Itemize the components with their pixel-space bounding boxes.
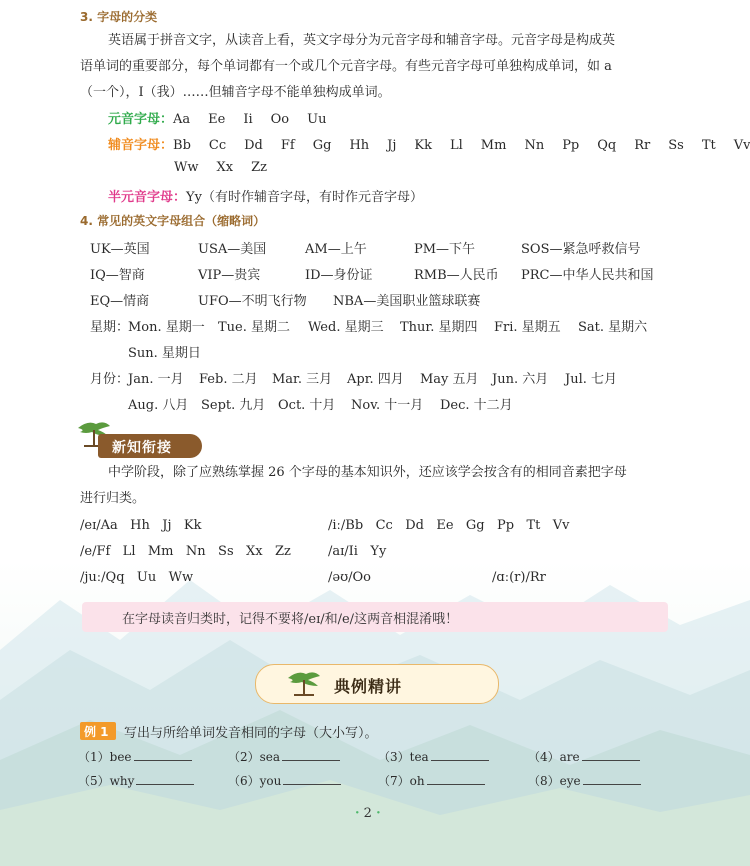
section-3-para-line-3: （一个），I（我）……但辅音字母不能单独构成单词。 [80, 85, 391, 100]
exercise-prompt: （3）tea [378, 750, 429, 764]
phoneme-group: /əʊ/Oo [328, 570, 371, 585]
letter: Qq [597, 138, 617, 153]
vowel-letters [173, 112, 344, 127]
month-item: Oct. 十月 [278, 398, 336, 413]
answer-blank[interactable] [134, 748, 192, 761]
abbr-item: IQ—智商 [90, 268, 145, 283]
phoneme-group: /aɪ/Ii Yy [328, 544, 387, 559]
answer-blank[interactable] [136, 772, 194, 785]
dot-icon: · [355, 806, 360, 821]
month-item: Feb. 二月 [199, 372, 258, 387]
weekday-item: Sat. 星期六 [578, 320, 648, 335]
exercise-prompt: （2）sea [228, 750, 281, 764]
letter: Aa [173, 112, 191, 127]
letter: Kk [414, 138, 432, 153]
month-item: Jan. 一月 [128, 372, 184, 387]
section-3-title: 3. 字母的分类 [80, 10, 158, 24]
month-item: Dec. 十二月 [440, 398, 513, 413]
semivowel-label: 半元音字母： [108, 190, 187, 205]
letter: Pp [562, 138, 580, 153]
page-number-value: 2 [363, 806, 372, 821]
new-knowledge-para-line-2: 进行归类。 [80, 491, 146, 506]
letter: Jj [387, 138, 397, 153]
exercise-item [378, 772, 485, 789]
letter: Oo [270, 112, 290, 127]
exercise-item [228, 748, 340, 765]
weekday-item: Sun. 星期日 [128, 346, 201, 361]
exercise-prompt: （5）why [78, 774, 135, 788]
month-item: Mar. 三月 [272, 372, 333, 387]
weekday-item: Mon. 星期一 [128, 320, 205, 335]
letter: Nn [524, 138, 545, 153]
answer-blank[interactable] [582, 748, 640, 761]
abbr-item: ID—身份证 [305, 268, 373, 283]
answer-blank[interactable] [282, 748, 340, 761]
answer-blank[interactable] [583, 772, 641, 785]
example-banner-title: 典例精讲 [334, 677, 403, 696]
abbr-item: SOS—紧急呼救信号 [521, 242, 641, 257]
abbr-item: VIP—贵宾 [198, 268, 261, 283]
weekday-item: Tue. 星期二 [218, 320, 291, 335]
weekday-item: Thur. 星期四 [400, 320, 478, 335]
exercise-item [378, 748, 489, 765]
exercise-prompt: （4）are [528, 750, 580, 764]
answer-blank[interactable] [283, 772, 341, 785]
phoneme-group: /iː/Bb Cc Dd Ee Gg Pp Tt Vv [328, 518, 570, 533]
phoneme-group: /ɑː(r)/Rr [492, 570, 546, 585]
consonant-letters [173, 138, 750, 153]
letter: Cc [208, 138, 227, 153]
letter: Gg [312, 138, 332, 153]
abbr-item: EQ—情商 [90, 294, 150, 309]
abbr-item: USA—美国 [198, 242, 267, 257]
pine-tree-icon [284, 668, 324, 698]
exercise-item [78, 748, 192, 765]
letter: Rr [634, 138, 651, 153]
exercise-prompt: （7）oh [378, 774, 425, 788]
abbr-item: UFO—不明飞行物 [198, 294, 307, 309]
example-question: 写出与所给单词发音相同的字母（大小写）。 [124, 726, 378, 741]
exercise-item [78, 772, 194, 789]
month-item: Aug. 八月 [128, 398, 189, 413]
letter: Ff [280, 138, 295, 153]
abbr-item: AM—上午 [305, 242, 367, 257]
letter: Ss [668, 138, 684, 153]
letter: Xx [216, 160, 234, 175]
abbr-item: NBA—美国职业篮球联赛 [333, 294, 481, 309]
letter: Mm [480, 138, 507, 153]
dot-icon: · [376, 806, 381, 821]
semivowel-row [108, 186, 423, 205]
letter: Ll [450, 138, 463, 153]
exercise-item [528, 772, 641, 789]
answer-blank[interactable] [427, 772, 485, 785]
section-3-para-line-1: 英语属于拼音文字，从读音上看，英文字母分为元音字母和辅音字母。元音字母是构成英 [108, 33, 616, 48]
tip-text: 在字母读音归类时，记得不要将/eɪ/和/e/这两音相混淆哦！ [122, 612, 459, 627]
phoneme-group: /e/Ff Ll Mm Nn Ss Xx Zz [80, 544, 291, 559]
month-item: Sept. 九月 [201, 398, 266, 413]
exercise-prompt: （1）bee [78, 750, 132, 764]
consonant-row-2 [174, 160, 285, 175]
month-item: Apr. 四月 [347, 372, 404, 387]
consonant-label: 辅音字母： [108, 138, 174, 153]
exercise-prompt: （8）eye [528, 774, 581, 788]
abbr-item: PM—下午 [414, 242, 476, 257]
semivowel-text: Yy（有时作辅音字母，有时作元音字母） [186, 190, 423, 205]
exercise-item [228, 772, 341, 789]
abbr-item: RMB—人民币 [414, 268, 499, 283]
letter: Ee [208, 112, 226, 127]
month-item: May 五月 [420, 372, 479, 387]
weekday-item: Wed. 星期三 [308, 320, 384, 335]
section-4-title: 4. 常见的英文字母组合（缩略词） [80, 214, 266, 228]
month-item: Jun. 六月 [492, 372, 549, 387]
letter: Dd [244, 138, 263, 153]
exercise-item [528, 748, 640, 765]
letter: Tt [701, 138, 716, 153]
weekday-label: 星期： [90, 320, 130, 335]
month-item: Nov. 十一月 [351, 398, 424, 413]
page-number [355, 806, 381, 821]
vowel-row [108, 108, 344, 127]
letter: Ii [243, 112, 253, 127]
section-3-para-line-2: 语单词的重要部分，每个单词都有一个或几个元音字母。有些元音字母可单独构成单词，如 a [80, 59, 612, 74]
consonant-row-1 [108, 134, 750, 153]
answer-blank[interactable] [431, 748, 489, 761]
letter: Bb [173, 138, 191, 153]
letter: Zz [251, 160, 267, 175]
exercise-prompt: （6）you [228, 774, 282, 788]
example-badge-label: 例 1 [84, 725, 109, 739]
vowel-label: 元音字母： [108, 112, 174, 127]
phoneme-group: /juː/Qq Uu Ww [80, 570, 194, 585]
letter: Ww [174, 160, 199, 175]
month-item: Jul. 七月 [565, 372, 618, 387]
new-knowledge-badge-label: 新知衔接 [112, 440, 172, 456]
new-knowledge-para-line-1: 中学阶段，除了应熟练掌握 26 个字母的基本知识外，还应该学会按含有的相同音素把字母 [108, 465, 627, 480]
abbr-item: UK—英国 [90, 242, 150, 257]
weekday-item: Fri. 星期五 [494, 320, 561, 335]
letter: Hh [349, 138, 370, 153]
letter: Uu [307, 112, 327, 127]
letter: Vv [733, 138, 750, 153]
phoneme-group: /eɪ/Aa Hh Jj Kk [80, 518, 202, 533]
month-label: 月份： [90, 372, 130, 387]
abbr-item: PRC—中华人民共和国 [521, 268, 654, 283]
